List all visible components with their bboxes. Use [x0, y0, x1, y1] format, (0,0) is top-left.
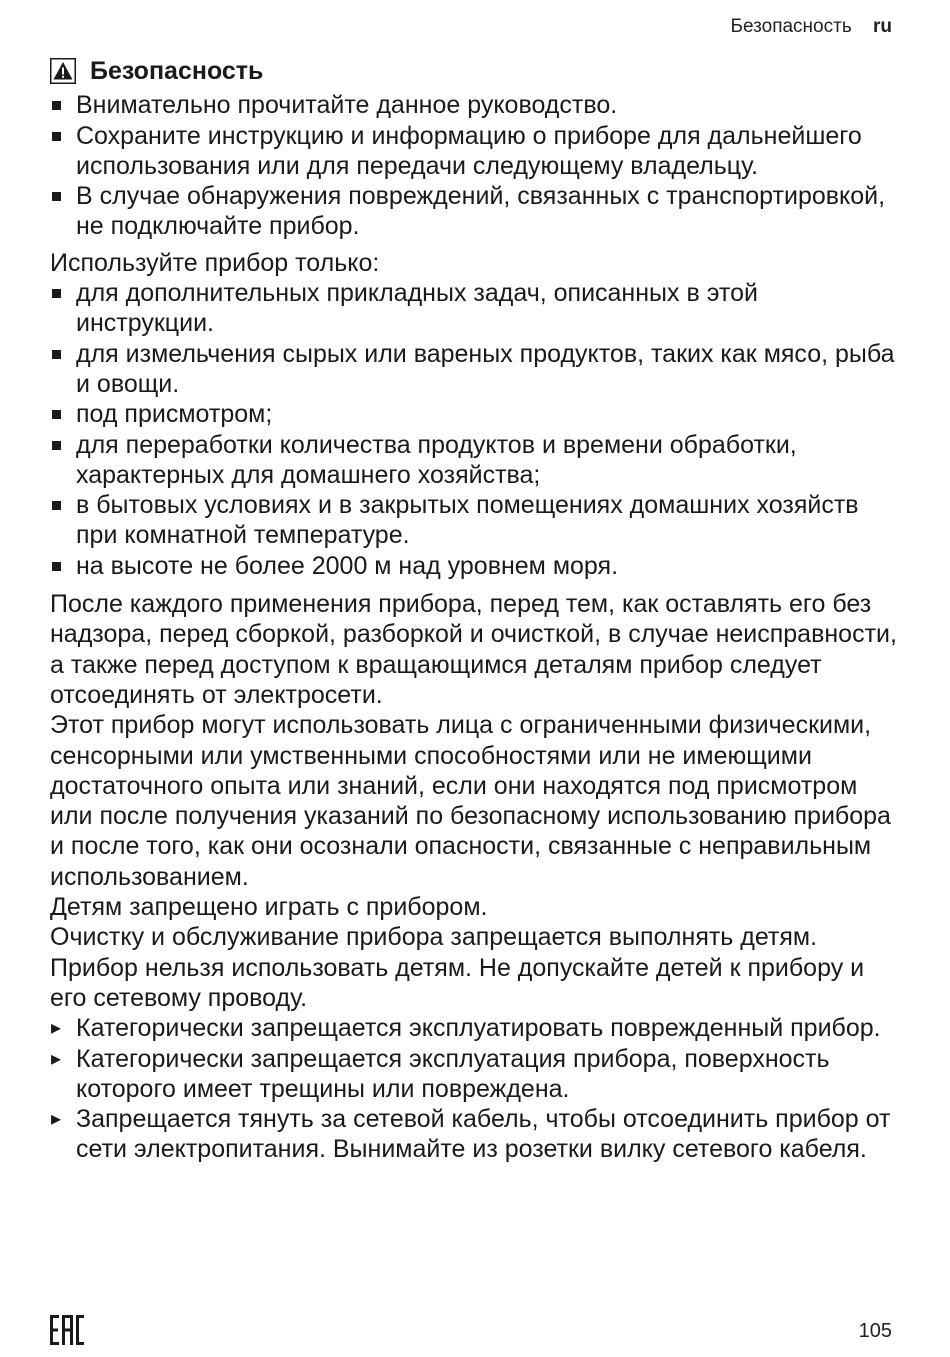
paragraph: Очистку и обслуживание прибора запрещается выполнять детям. — [50, 923, 818, 952]
list-item: ▸ Категорически запрещается эксплуатация прибора, поверхность которого имеет трещины или повреждена. — [50, 1044, 900, 1105]
list-item: Внимательно прочитайте данное руководство. — [50, 90, 900, 120]
intended-use-list — [50, 278, 900, 581]
list-item: ▸ Категорически запрещается эксплуатировать поврежденный прибор. — [50, 1013, 900, 1043]
list-item: на высоте не более 2000 м над уровнем моря. — [50, 551, 900, 581]
list-item: под присмотром; — [50, 399, 900, 429]
warning-triangle-icon — [50, 58, 76, 84]
paragraph: Детям запрещено играть с прибором. — [50, 893, 488, 922]
section-title-text: Безопасность — [90, 57, 264, 85]
list-item: для дополнительных прикладных задач, описанных в этой инструкции. — [50, 278, 900, 339]
list-item: В случае обнаружения повреждений, связанных с транспортировкой, не подключайте прибор. — [50, 181, 900, 242]
list-item: в бытовых условиях и в закрытых помещениях домашних хозяйств при комнатной температуре. — [50, 490, 900, 551]
prohibition-list — [50, 1013, 900, 1164]
use-intro: Используйте прибор только: — [50, 248, 380, 277]
safety-content — [50, 56, 900, 1165]
section-title — [50, 56, 900, 86]
header-section: Безопасность — [730, 16, 852, 37]
list-item: Сохраните инструкцию и информацию о приборе для дальнейшего использования или для передачи следующему владельцу. — [50, 121, 900, 182]
paragraph: Прибор нельзя использовать детям. Не допускайте детей к прибору и его сетевому проводу. — [50, 953, 865, 1012]
paragraph: После каждого применения прибора, перед тем, как оставлять его без надзора, перед сборкой, разборкой и очисткой, в случае неисправности, а также перед доступом к вращающимся деталям прибор следует отсоединять от электросети. — [50, 590, 897, 709]
page-header — [731, 16, 892, 38]
header-lang: ru — [873, 16, 892, 37]
paragraph: Этот прибор могут использовать лица с ограниченными физическими, сенсорными или умственными способностями или не имеющими достаточного опыта или знаний, если они находятся под присмотром или после получения указаний по безопасному использованию прибора и после того, как они осознали опасности, связанные с неправильным использованием. — [50, 711, 891, 891]
list-item: ▸ Запрещается тянуть за сетевой кабель, чтобы отсоединить прибор от сети электропитания. Вынимайте из розетки вилку сетевого кабеля. — [50, 1104, 900, 1165]
page-number: 105 — [858, 1320, 892, 1342]
eac-icon — [50, 1315, 84, 1345]
general-safety-list — [50, 90, 900, 241]
list-item: для переработки количества продуктов и времени обработки, характерных для домашнего хозяйства; — [50, 430, 900, 491]
list-item: для измельчения сырых или вареных продуктов, таких как мясо, рыба и овощи. — [50, 339, 900, 400]
